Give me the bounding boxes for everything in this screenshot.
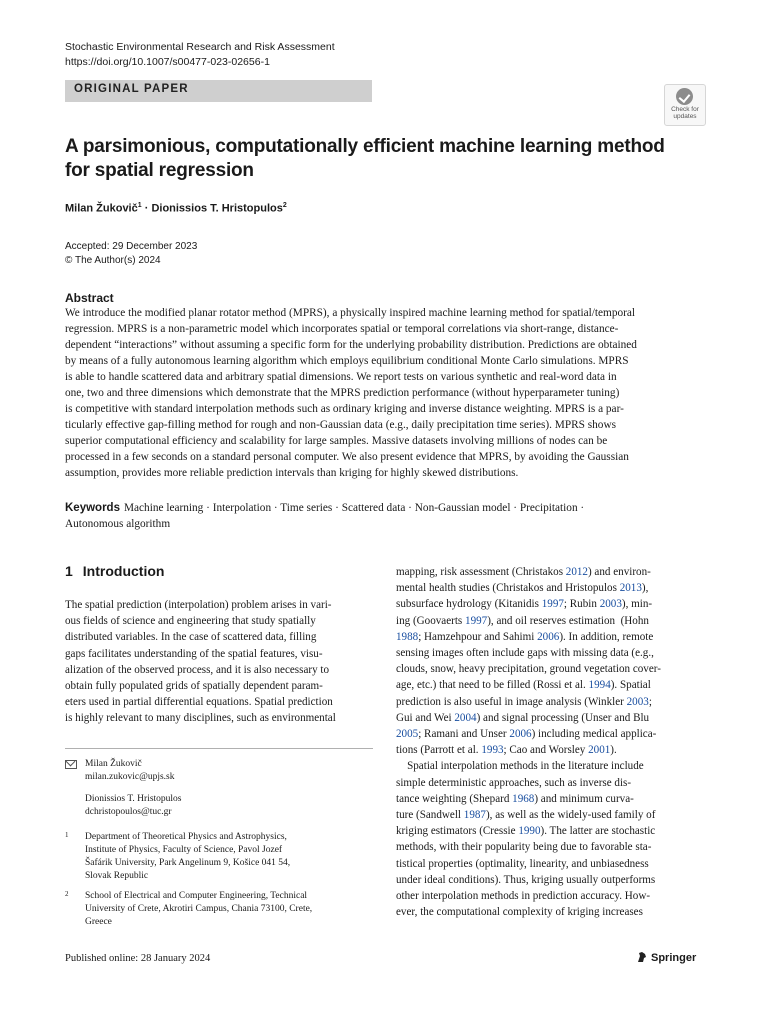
body-text-line (396, 726, 705, 742)
citation-link[interactable]: 2012 (565, 566, 588, 578)
body-text-line: eters used in partial differential equations. Spatial prediction (65, 696, 333, 709)
check-for-updates-icon (676, 88, 693, 105)
abstract-line: ticularly effective gap-filling method for rough and non-Gaussian data (e.g., daily precipitation time series). MPRS shows (65, 419, 617, 431)
citation-link[interactable]: 1993 (481, 744, 504, 757)
section-heading-introduction (65, 563, 164, 579)
affiliation-line: School of Electrical and Computer Engineering, Technical (85, 891, 308, 901)
body-text-line (396, 888, 705, 904)
badge-line-2: updates (673, 113, 697, 120)
abstract-line: one, two and three dimensions which demonstrate that the MPRS prediction performance (without hyperparameter tuning) (65, 387, 620, 399)
citation-link[interactable]: 1997 (541, 598, 564, 611)
title-line-1: A parsimonious, computationally efficient machine learning method (65, 136, 665, 157)
article-type-bar (65, 80, 372, 102)
second-author-email[interactable]: dchristopoulos@tuc.gr (85, 807, 172, 817)
corresponding-author-email[interactable]: milan.zukovic@upjs.sk (85, 772, 175, 782)
body-text-line (396, 596, 705, 612)
text-segment: ever, the computational complexity of kriging increases (396, 906, 643, 919)
text-segment: ture (Sandwell (396, 809, 464, 822)
abstract-line: assumption, provides more reliable prediction intervals than kriging for highly skewed distributions. (65, 467, 519, 479)
text-segment: ; Rubin (563, 598, 600, 611)
text-segment: ) and minimum curva- (534, 792, 634, 805)
text-segment: ) and environ- (587, 566, 651, 578)
check-for-updates-badge[interactable] (664, 84, 706, 126)
doi-link[interactable]: https://doi.org/10.1007/s00477-023-02656-1 (65, 56, 270, 68)
citation-link[interactable]: 2006 (509, 728, 532, 741)
citation-link[interactable]: 2003 (626, 695, 649, 708)
text-segment: ). (610, 744, 617, 757)
abstract-heading: Abstract (65, 291, 114, 305)
text-segment: clouds, snow, heavy precipitation, ground vegetation cover- (396, 663, 661, 676)
text-segment: Gui and Wei (396, 711, 455, 724)
text-segment: ). Spatial (610, 679, 651, 692)
body-text-line (396, 694, 705, 710)
text-segment: ) including medical applica- (531, 728, 657, 741)
body-text-line (396, 856, 705, 872)
text-segment: sensing images often include gaps with missing data (e.g., (396, 647, 654, 660)
text-segment: prediction is also useful in image analysis (Winkler (396, 695, 627, 708)
corresponding-author-name: Milan Žukovič (85, 759, 142, 769)
body-text-line (396, 564, 705, 580)
text-segment: methods, with their popularity being due to favorable sta- (396, 841, 652, 854)
keywords (65, 500, 705, 532)
text-segment: ), min- (621, 598, 653, 611)
journal-name: Stochastic Environmental Research and Risk Assessment (65, 41, 335, 53)
body-text-line (396, 710, 705, 726)
citation-link[interactable]: 2013 (619, 582, 642, 595)
body-text-line (396, 645, 705, 661)
affiliation-number: 1 (65, 831, 69, 839)
citation-link[interactable]: 1994 (588, 679, 611, 692)
abstract-line: processed in a few seconds on a standard personal computer. We also present evidence that MPRS, by avoiding the Gaussian (65, 451, 629, 463)
citation-link[interactable]: 2005 (396, 728, 419, 741)
affiliation-line: Šafárik University, Park Angelinum 9, Košice 041 54, (85, 858, 291, 868)
copyright: © The Author(s) 2024 (65, 255, 161, 266)
author-2-name[interactable]: Dionissios T. Hristopulos (151, 202, 283, 215)
envelope-icon (65, 760, 77, 769)
citation-link[interactable]: 1997 (465, 614, 488, 627)
keywords-heading: Keywords (65, 502, 120, 514)
article-dates (65, 240, 197, 268)
text-segment: ; Cao and Worsley (503, 744, 589, 757)
body-text-line (396, 758, 705, 774)
text-segment: tance weighting (Shepard (396, 792, 513, 805)
citation-link[interactable]: 2004 (454, 711, 477, 724)
author-1-name[interactable]: Milan Žukovič (65, 202, 138, 215)
abstract-line: regression. MPRS is a non-parametric model which incorporates spatial or temporal correlations via short-range, distance- (65, 323, 619, 335)
text-segment: kriging estimators (Cressie (396, 825, 519, 838)
springer-horse-icon (636, 951, 648, 963)
citation-link[interactable]: 2001 (588, 744, 611, 757)
text-segment: ). The latter are stochastic (540, 825, 656, 838)
keywords-line-2: Autonomous algorithm (65, 518, 171, 530)
body-text-line (396, 742, 705, 758)
text-segment: under ideal conditions). Thus, kriging usually outperforms (396, 873, 656, 886)
body-text-line (396, 775, 705, 791)
abstract-line: We introduce the modified planar rotator method (MPRS), a physically inspired machine learning method for spatial/temporal (65, 307, 636, 319)
body-text-line: is highly relevant to many disciplines, such as environmental (65, 712, 336, 725)
body-text-line (396, 613, 705, 629)
body-text-line (396, 839, 705, 855)
text-segment: tistical properties (optimality, linearity, and unbiasedness (396, 857, 649, 870)
body-text-line: distributed variables. In the case of scattered data, filling (65, 631, 317, 644)
author-1-affiliation-ref: 1 (137, 202, 142, 209)
paper-title (65, 135, 665, 183)
text-segment: mental health studies (Christakos and Hristopulos (396, 582, 620, 595)
text-segment: age, etc.) that need to be filled (Rossi et al. (396, 679, 589, 692)
published-online-date: Published online: 28 January 2024 (65, 953, 211, 964)
title-line-2: for spatial regression (65, 160, 254, 181)
text-segment: ), and oil reserves estimation (Hohn (487, 614, 649, 627)
body-text-line (396, 807, 705, 823)
abstract-body (65, 305, 705, 481)
text-segment: ; (648, 695, 652, 708)
body-text-line: gaps facilitates understanding of the spatial features, visu- (65, 647, 323, 660)
text-segment: ), as well as the widely-used family of (485, 809, 656, 822)
affiliation-line: Slovak Republic (85, 871, 149, 881)
body-text-line (396, 872, 705, 888)
keywords-line-1: Machine learning · Interpolation · Time series · Scattered data · Non-Gaussian model · Precipitation · (123, 502, 585, 514)
author-list (65, 202, 287, 215)
body-text-line (396, 580, 705, 596)
abstract-line: is competitive with standard interpolation methods such as ordinary kriging and inverse distance weighting. MPRS is a par- (65, 403, 624, 415)
text-segment: Spatial interpolation methods in the literature include (396, 760, 644, 773)
abstract-line: is able to handle scattered data and arbitrary spatial dimensions. We report tests on various synthetic and real-word data in (65, 371, 617, 383)
body-text-line: ous fields of science and engineering that study spatially (65, 615, 316, 628)
affiliation-number: 2 (65, 890, 69, 898)
text-segment: ; Ramani and Unser (418, 728, 510, 741)
citation-link[interactable]: 2006 (537, 630, 560, 643)
intro-right-column (396, 564, 705, 920)
second-author-name: Dionissios T. Hristopulos (85, 794, 182, 804)
section-number: 1 (65, 563, 73, 579)
accepted-date: Accepted: 29 December 2023 (65, 241, 198, 252)
text-segment: ) and signal processing (Unser and Blu (476, 711, 650, 724)
text-segment: tions (Parrott et al. (396, 744, 482, 757)
abstract-line: by means of a fully autonomous learning algorithm which employs equilibrium conditional Monte Carlo simulations. MPRS (65, 355, 629, 367)
text-segment: ), (641, 582, 649, 595)
citation-link[interactable]: 1987 (463, 809, 486, 822)
footnote-divider (65, 748, 373, 749)
body-text-line (396, 823, 705, 839)
affiliation-line: University of Crete, Akrotiri Campus, Chania 73100, Crete, (85, 904, 313, 914)
affiliation-line: Department of Theoretical Physics and Astrophysics, (85, 832, 287, 842)
body-text-line (396, 629, 705, 645)
body-text-line (396, 661, 705, 677)
text-segment: ). In addition, remote (559, 630, 654, 643)
affiliation-line: Institute of Physics, Faculty of Science, Pavol Jozef (85, 845, 283, 855)
text-segment: ; Hamzehpour and Sahimi (418, 630, 538, 643)
article-type-label: ORIGINAL PAPER (74, 83, 189, 95)
text-segment: ing (Goovaerts (396, 614, 466, 627)
body-text-line: alization of the observed process, and it is also necessary to (65, 663, 330, 676)
text-segment: other interpolation methods in prediction accuracy. How- (396, 890, 651, 903)
badge-line-1: Check for (671, 106, 699, 113)
abstract-line: superior computational efficiency and scalability for large samples. Massive datasets involving millions of nodes can be (65, 435, 608, 447)
body-text-line (396, 791, 705, 807)
intro-left-column (65, 597, 373, 727)
body-text-line (396, 677, 705, 693)
abstract-line: dependent “interactions” without assuming a specific form for the underlying probability distribution. Predictions are obtained (65, 339, 637, 351)
text-segment: subsurface hydrology (Kitanidis (396, 598, 542, 611)
author-separator: · (141, 202, 152, 215)
section-title: Introduction (82, 563, 165, 579)
body-text-line: The spatial prediction (interpolation) problem arises in vari- (65, 599, 332, 611)
author-2-affiliation-ref: 2 (282, 202, 287, 209)
journal-header (65, 40, 335, 70)
text-segment: mapping, risk assessment (Christakos (396, 566, 566, 578)
citation-link[interactable]: 1988 (396, 630, 419, 643)
citation-link[interactable]: 1990 (518, 825, 541, 838)
publisher-name: Springer (651, 952, 697, 964)
citation-link[interactable]: 1968 (512, 792, 535, 805)
citation-link[interactable]: 2003 (599, 598, 622, 611)
affiliation-line: Greece (85, 917, 112, 927)
text-segment: simple deterministic approaches, such as inverse dis- (396, 776, 632, 789)
body-text-line (396, 904, 705, 920)
body-text-line: obtain fully populated grids of spatially dependent param- (65, 680, 323, 693)
